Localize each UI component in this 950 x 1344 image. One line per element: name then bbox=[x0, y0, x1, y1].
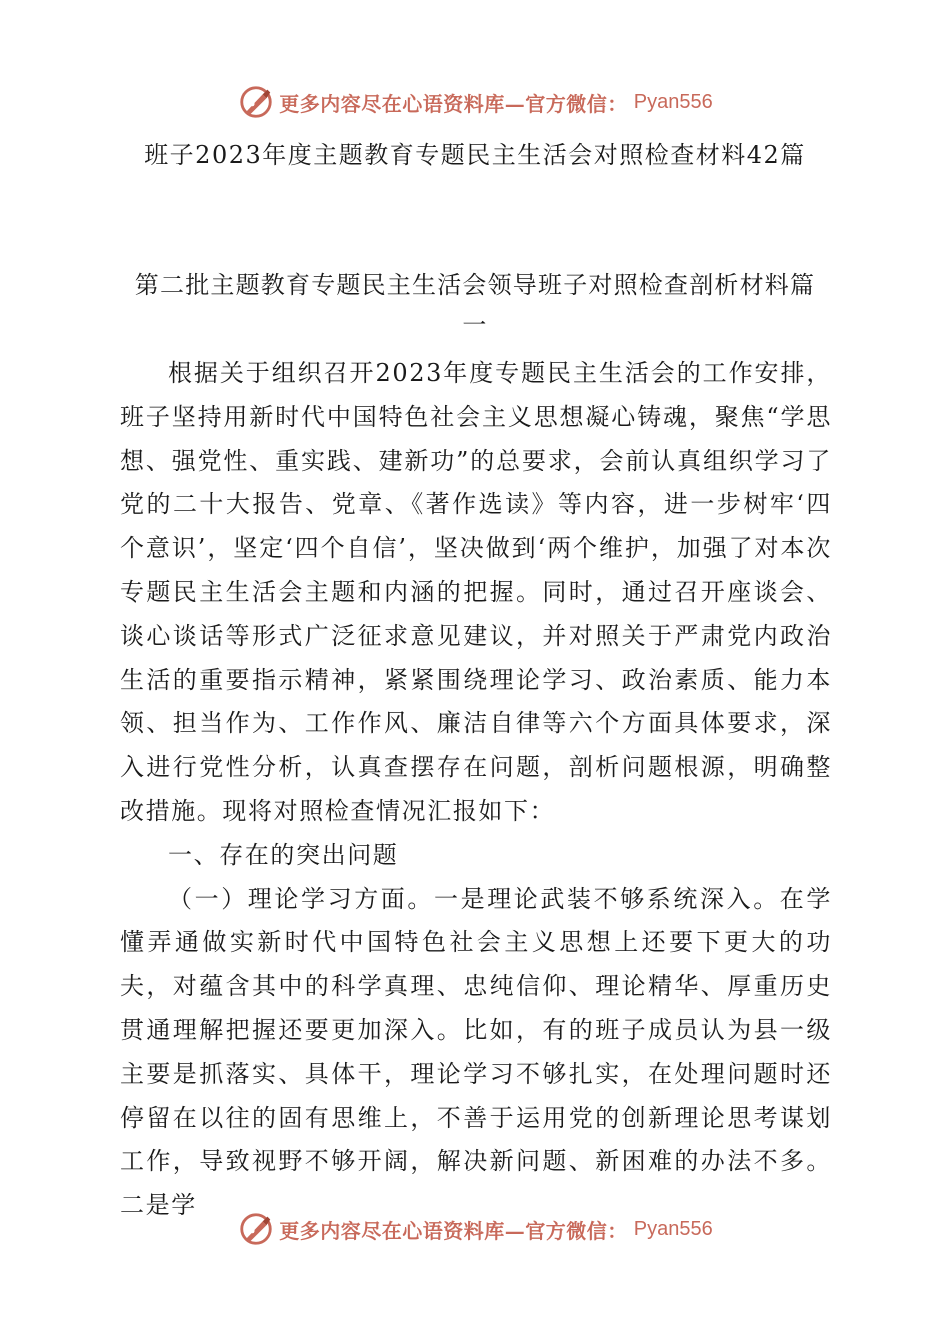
document-title: 班子2023年度主题教育专题民主生活会对照检查材料42篇 bbox=[144, 141, 806, 169]
heading-outstanding-problems: 一、存在的突出问题 bbox=[168, 840, 399, 869]
pen-logo-icon bbox=[237, 83, 275, 121]
document-body bbox=[120, 352, 832, 1228]
section-title bbox=[120, 265, 830, 345]
banner-text: 更多内容尽在心语资料库—官方微信： bbox=[279, 1218, 628, 1243]
header-watermark-banner bbox=[0, 82, 950, 122]
section-title-line2: 一 bbox=[462, 311, 488, 339]
banner-wechat-id: Pyan556 bbox=[633, 90, 713, 113]
footer-watermark-banner bbox=[0, 1209, 950, 1249]
paragraph-theory-study: （一）理论学习方面。一是理论武装不够系统深入。在学懂弄通做实新时代中国特色社会主义思想上还要下更大的功夫，对蕴含其中的科学真理、忠纯信仰、理论精华、厚重历史贯通理解把握还要更加深入。比如，有的班子成员认为县一级主要是抓落实、具体干，理论学习不够扎实，在处理问题时还停留在以往的固有思维上，不善于运用党的创新理论思考谋划工作，导致视野不够开阔，解决新问题、新困难的办法不多。二是学 bbox=[120, 884, 832, 1220]
section-title-line1: 第二批主题教育专题民主生活会领导班子对照检查剖析材料篇 bbox=[134, 271, 816, 299]
pen-logo-icon bbox=[237, 1210, 275, 1248]
banner-wechat-id: Pyan556 bbox=[633, 1217, 713, 1240]
banner-text: 更多内容尽在心语资料库—官方微信： bbox=[279, 91, 628, 116]
paragraph-intro: 根据关于组织召开2023年度专题民主生活会的工作安排，班子坚持用新时代中国特色社会主义思想凝心铸魂，聚焦“学思想、强党性、重实践、建新功”的总要求，会前认真组织学习了党的二十大报告、党章、《著作选读》等内容，进一步树牢‘四个意识’，坚定‘四个自信’，坚决做到‘两个维护，加强了对本次专题民主生活会主题和内涵的把握。同时，通过召开座谈会、谈心谈话等形式广泛征求意见建议，并对照关于严肃党内政治生活的重要指示精神，紧紧围绕理论学习、政治素质、能力本领、担当作为、工作作风、廉洁自律等六个方面具体要求，深入进行党性分析，认真查摆存在问题，剖析问题根源，明确整改措施。现将对照检查情况汇报如下： bbox=[120, 359, 832, 825]
